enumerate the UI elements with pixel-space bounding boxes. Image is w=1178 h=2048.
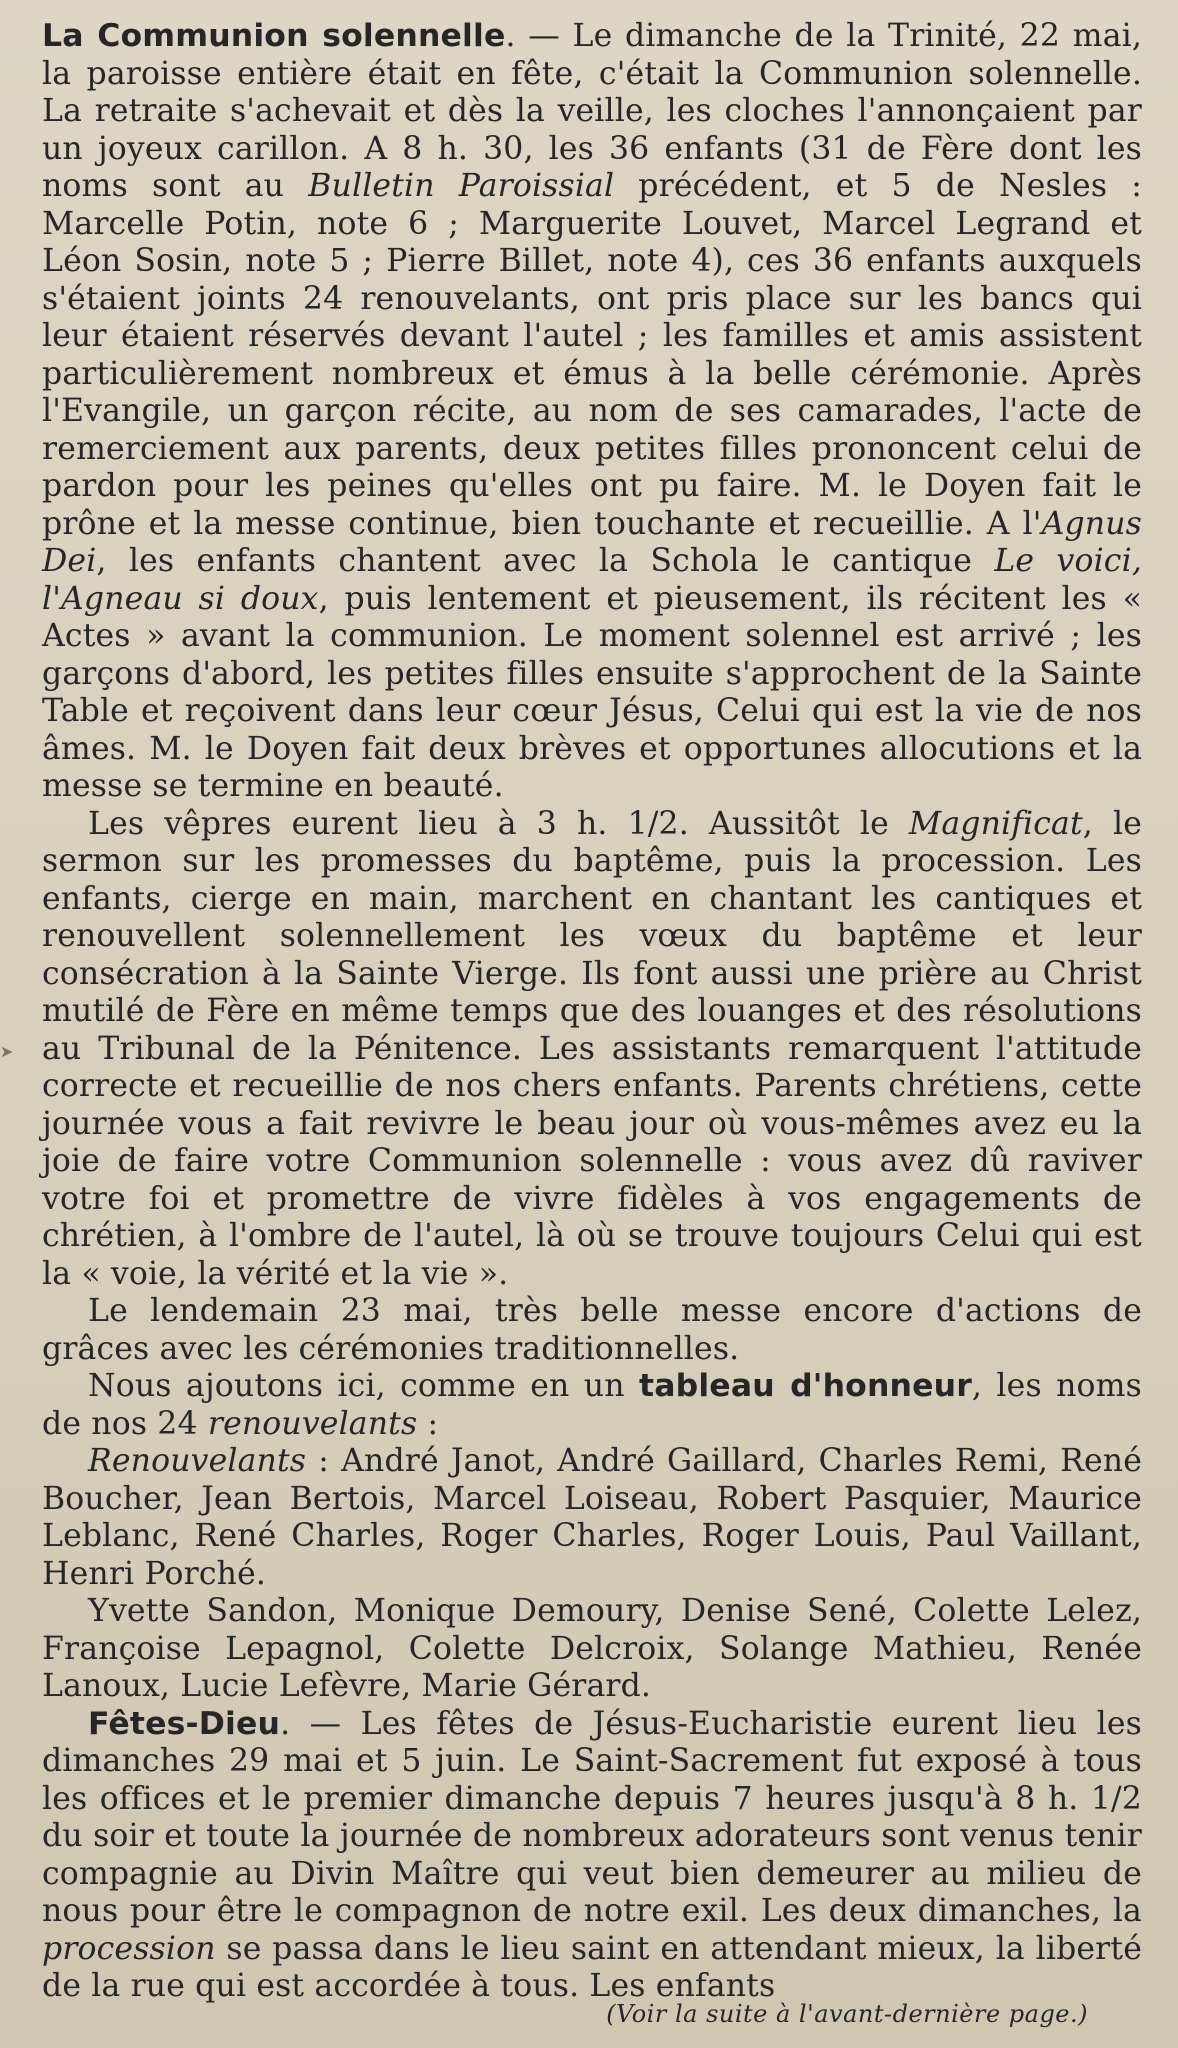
continuation-note: (Voir la suite à l'avant-dernière page.) — [606, 2000, 1088, 2028]
renouvelants-label: Renouvelants — [88, 1443, 307, 1479]
communion-paragraph-2 — [42, 806, 1142, 1294]
tableau-honneur: tableau d'honneur — [639, 1368, 972, 1404]
communion-paragraph-1 — [42, 18, 1142, 806]
boys-names: : André Janot, André Gaillard, Charles Remi, René Boucher, Jean Bertois, Marcel Loiseau, Robert Pasquier, Maurice Leblanc, René Charles, Roger Charles, Roger Louis, Paul Vaillant, Henri Porché. — [42, 1443, 1142, 1592]
text-run: Les fêtes de Jésus-Eucharistie eurent lieu les dimanches 29 mai et 5 juin. Le Saint-Sacrement fut exposé à tous les offices et le premier dimanche depuis 7 heures jusqu'à 8 h. 1/2 du soir et toute la journée de nombreux adorateurs sont venus tenir compagnie au Divin Maître qui veut bien demeurer au milieu de nous pour être le compagnon de notre exil. Les deux dimanches, la — [42, 1705, 1142, 1929]
text-run: : — [417, 1405, 439, 1442]
margin-arrow-icon: ➤ — [0, 1042, 14, 1061]
text-run: Nous ajoutons ici, comme en un — [88, 1368, 640, 1404]
text-run: précédent, et 5 de Nesles : Marcelle Potin, note 6 ; Marguerite Louvet, Marcel Legrand et Léon Sosin, note 5 ; Pierre Billet, note 4), ces 36 enfants auxquels s'étaient joints 24 renouvelants, ont pris place sur les bancs qui leur étaient réservés devant l'autel ; les familles et amis assistent particulièrement nombreux et émus à la belle cérémonie. Après l'Evangile, un garçon récite, au nom de ses camarades, l'acte de remerciement aux parents, deux petites filles prononcent celui de pardon pour les peines qu'elles ont pu faire. M. le Doyen fait le prône et la messe continue, bien touchante et recueillie. A l' — [42, 168, 1143, 542]
renouvelants-boys — [42, 1443, 1142, 1593]
text-run: Le dimanche de la Trinité, 22 mai, la paroisse entière était en fête, c'était la Communion solennelle. La retraite s'achevait et dès la veille, les cloches l'annonçaient par un joyeux carillon. A 8 h. 30, les 36 enfants (31 de Fère dont les noms sont au — [42, 18, 1143, 204]
agnus-dei: Agnus Dei — [42, 505, 1142, 579]
cantique-title: Le voici, l'Agneau si doux — [42, 543, 1142, 617]
renouvelants-girls: Yvette Sandon, Monique Demoury, Denise Sené, Colette Lelez, Françoise Lepagnol, Colette Delcroix, Solange Mathieu, Renée Lanoux, Lucie Lefèvre, Marie Gérard. — [42, 1593, 1142, 1704]
fetes-paragraph — [42, 1706, 1142, 2006]
communion-paragraph-3: Le lendemain 23 mai, très belle messe encore d'actions de grâces avec les cérémonies traditionnelles. — [42, 1293, 1142, 1367]
heading-dash: . — — [280, 1705, 361, 1742]
fetes-heading: Fêtes-Dieu — [88, 1705, 281, 1742]
magnificat: Magnificat — [908, 805, 1083, 842]
text-run: se passa dans le lieu saint en attendant mieux, la liberté de la rue qui est accordée à tous. Les enfants — [42, 1930, 1142, 2004]
article-text — [42, 18, 1142, 2006]
communion-heading: La Communion solennelle — [42, 18, 506, 54]
text-run: , les enfants chantent avec la Schola le cantique — [96, 543, 995, 579]
renouvelants-term: renouvelants — [207, 1405, 418, 1442]
text-run: , les noms de nos 24 — [42, 1368, 1142, 1442]
heading-dash: . — — [505, 18, 573, 54]
text-run: Les vêpres eurent lieu à 3 h. 1/2. Aussitôt le — [88, 805, 909, 842]
procession-term: procession — [42, 1930, 216, 1967]
text-run: , le sermon sur les promesses du baptême, puis la procession. Les enfants, cierge en main, marchent en chantant les cantiques et renouvellent solennellement les vœux du baptême et leur consécration à la Sainte Vierge. Ils font aussi une prière au Christ mutilé de Fère en même temps que des louanges et des résolutions au Tribunal de la Pénitence. Les assistants remarquent l'attitude correcte et recueillie de nos chers enfants. Parents chrétiens, cette journée vous a fait revivre le beau jour où vous-mêmes avez eu la joie de faire votre Communion solennelle : vous avez dû raviver votre foi et promettre de vivre fidèles à vos engagements de chrétien, à l'ombre de l'autel, là où se trouve toujours Celui qui est la « voie, la vérité et la vie ». — [42, 805, 1143, 1292]
communion-paragraph-4 — [42, 1368, 1142, 1443]
text-run: , puis lentement et pieusement, ils récitent les « Actes » avant la communion. Le moment solennel est arrivé ; les garçons d'abord, les petites filles ensuite s'approchent de la Sainte Table et reçoivent dans leur cœur Jésus, Celui qui est la vie de nos âmes. M. le Doyen fait deux brèves et opportunes allocutions et la messe se termine en beauté. — [42, 580, 1142, 804]
bulletin-title: Bulletin Paroissial — [308, 168, 615, 204]
